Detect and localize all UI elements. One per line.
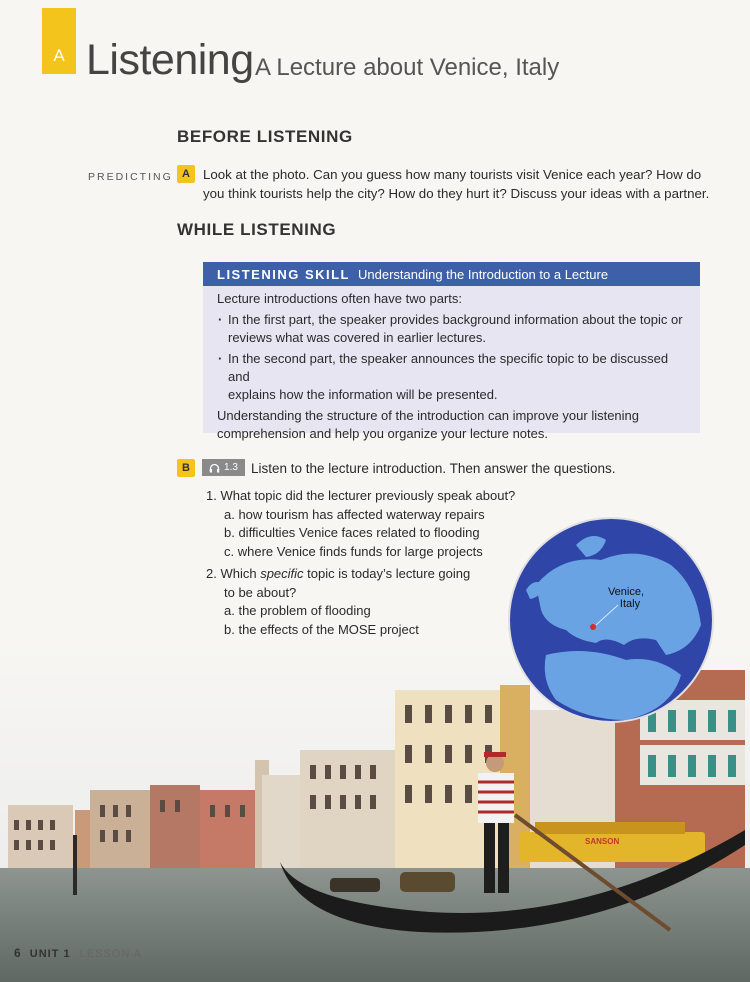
headphones-icon: [209, 463, 220, 473]
footer-lesson: LESSON A: [79, 948, 143, 960]
venice-label: Venice,: [607, 586, 645, 598]
skill-bullet-2-line-1: · In the second part, the speaker announces the specific topic to be discussed and: [228, 351, 669, 384]
skill-intro: Lecture introductions often have two parts:: [217, 291, 462, 306]
question-2-text-line-2: to be about?: [224, 584, 297, 600]
italy-label: Italy: [619, 598, 641, 610]
skill-box-header: [203, 262, 700, 286]
exercise-a-line-2: you think tourists help the city? How do they hurt it? Discuss your ideas with a partner.: [203, 186, 710, 201]
section-tab: [42, 8, 76, 74]
page-subtitle: A Lecture about Venice, Italy: [255, 54, 560, 81]
skill-box-label: LISTENING SKILL: [217, 266, 350, 282]
skill-closing-line-2: comprehension and help you organize your lecture notes.: [217, 426, 548, 441]
page-number: 6: [14, 946, 21, 960]
exercise-b-instruction: Listen to the lecture introduction. Then answer the questions.: [251, 461, 616, 476]
question-1-option-b: b. difficulties Venice faces related to flooding: [224, 525, 480, 540]
skill-bullet-1: [217, 311, 686, 347]
audio-track-number: 1.3: [224, 462, 238, 473]
question-1: [206, 487, 515, 561]
question-1-option-a: a. how tourism has affected waterway repairs: [224, 506, 485, 522]
predicting-label: PREDICTING: [88, 171, 173, 183]
water-bus: [520, 822, 705, 862]
exercise-b-badge: B: [177, 459, 195, 477]
exercise-a-text: [203, 165, 709, 203]
globe-map: [506, 515, 716, 725]
skill-bullet-1-line-1: · In the first part, the speaker provides background information about the topic or: [228, 312, 683, 327]
before-listening-heading: BEFORE LISTENING: [177, 127, 353, 146]
question-1-text: 1. What topic did the lecturer previously speak about?: [206, 488, 516, 503]
question-2-prefix: 2. Which: [206, 566, 261, 581]
footer-unit: UNIT 1: [29, 948, 71, 960]
skill-box-body: [203, 286, 700, 443]
page-title: Listening: [86, 36, 254, 84]
question-2-suffix: topic is today’s lecture going: [303, 566, 471, 581]
skill-box-title: Understanding the Introduction to a Lecture: [358, 266, 609, 282]
question-2-option-b: b. the effects of the MOSE project: [224, 621, 419, 637]
question-2-text: [206, 565, 470, 584]
venice-marker: [590, 624, 596, 630]
question-1-option-c: c. where Venice finds funds for large projects: [224, 543, 483, 559]
skill-bullet-2: [217, 350, 686, 404]
while-listening-heading: WHILE LISTENING: [177, 220, 337, 239]
listening-skill-box: [203, 262, 700, 441]
question-2-option-a: a. the problem of flooding: [224, 603, 371, 618]
page-footer: [14, 946, 142, 960]
question-2-emphasis: specific: [260, 566, 304, 581]
section-letter: A: [53, 46, 65, 65]
skill-closing-line-1: Understanding the structure of the introduction can improve your listening: [217, 408, 640, 423]
exercise-a-badge: A: [177, 165, 195, 183]
boat-sign: SANSON: [585, 837, 620, 846]
exercise-a-line-1: Look at the photo. Can you guess how many tourists visit Venice each year? How do: [203, 167, 702, 182]
audio-track-button[interactable]: [202, 459, 245, 476]
skill-closing: [217, 407, 686, 443]
skill-bullet-2-line-2: explains how the information will be presented.: [228, 387, 498, 402]
skill-bullet-1-line-2: reviews what was covered in earlier lectures.: [228, 330, 486, 345]
